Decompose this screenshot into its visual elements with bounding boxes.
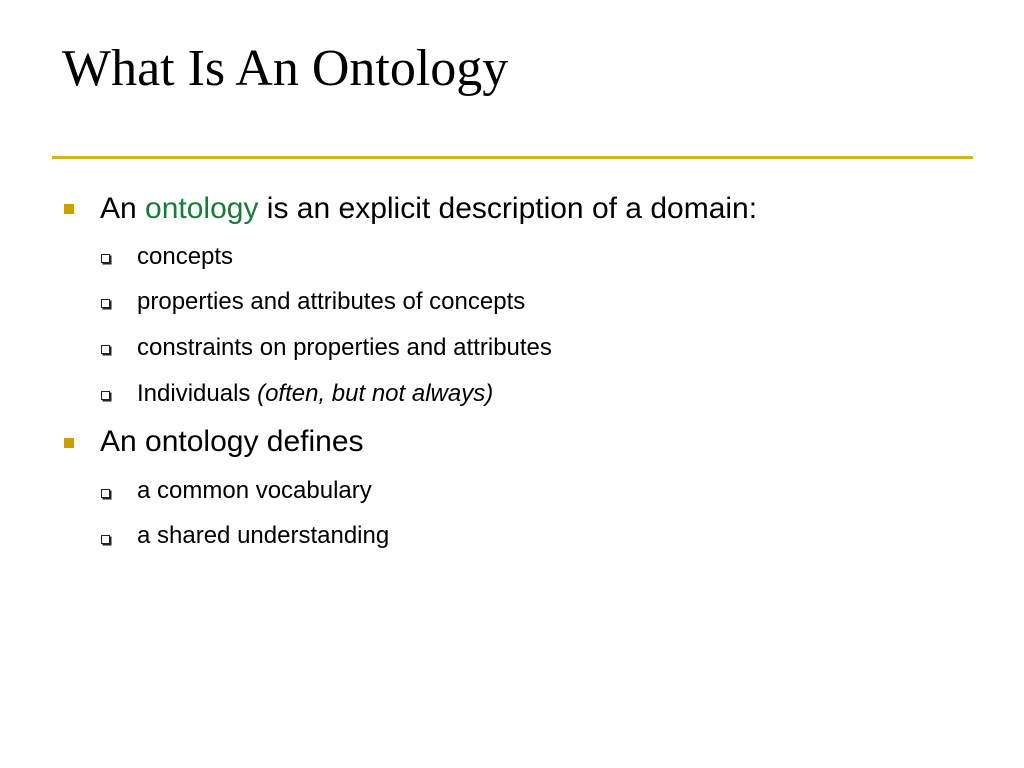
bullet-item-1 (100, 192, 757, 226)
box-bullet-icon (101, 345, 110, 354)
sub-item-understanding: a shared understanding (137, 522, 390, 549)
sub-item-individuals (137, 380, 493, 408)
box-bullet-icon (101, 391, 110, 400)
bullet-1-prefix: An (100, 192, 146, 225)
bullet-item-2: An ontology defines (100, 425, 364, 458)
individuals-label: Individuals (137, 380, 258, 407)
square-bullet-icon (64, 438, 74, 448)
box-bullet-icon (101, 489, 110, 498)
sub-item-concepts: concepts (137, 243, 234, 270)
box-bullet-icon (101, 254, 110, 263)
sub-item-vocabulary: a common vocabulary (137, 477, 372, 504)
square-bullet-icon (64, 204, 74, 214)
sub-item-properties: properties and attributes of concepts (137, 288, 526, 315)
slide-title: What Is An Ontology (62, 40, 509, 97)
box-bullet-icon (101, 535, 110, 544)
box-bullet-icon (101, 299, 110, 308)
individuals-note: (often, but not always) (257, 380, 494, 407)
bullet-1-suffix: is an explicit description of a domain: (258, 192, 758, 225)
ontology-keyword: ontology (145, 192, 259, 225)
sub-item-constraints: constraints on properties and attributes (137, 334, 552, 361)
